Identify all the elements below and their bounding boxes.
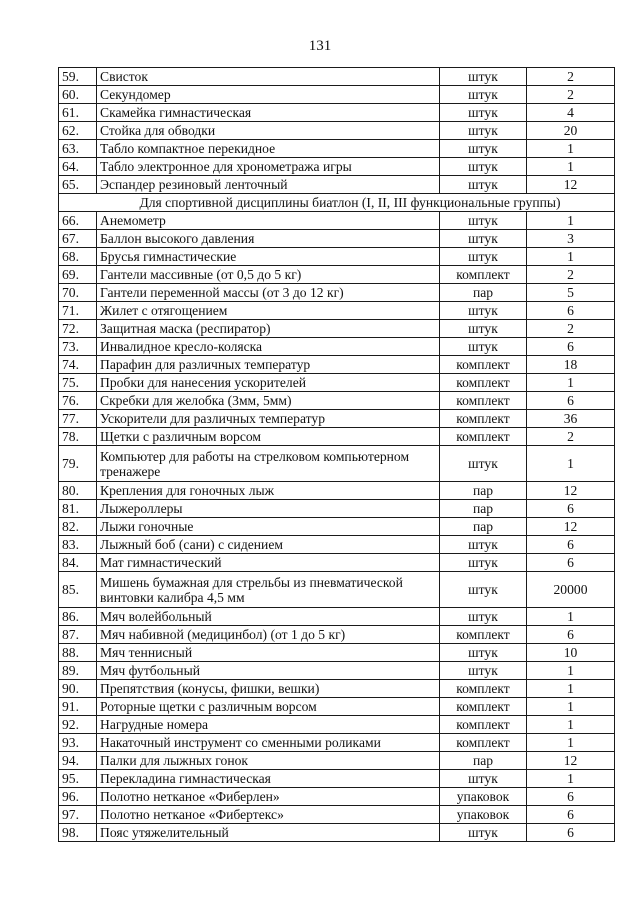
- item-number: 82.: [59, 518, 97, 536]
- item-unit: пар: [440, 500, 527, 518]
- item-name: Роторные щетки с различным ворсом: [97, 698, 440, 716]
- item-quantity: 12: [527, 482, 615, 500]
- item-number: 80.: [59, 482, 97, 500]
- item-quantity: 2: [527, 86, 615, 104]
- table-row: [59, 716, 615, 734]
- item-unit: штук: [440, 122, 527, 140]
- item-name: Пробки для нанесения ускорителей: [97, 374, 440, 392]
- item-unit: комплект: [440, 356, 527, 374]
- item-number: 76.: [59, 392, 97, 410]
- item-number: 88.: [59, 644, 97, 662]
- item-unit: штук: [440, 770, 527, 788]
- item-name: Анемометр: [97, 212, 440, 230]
- item-name: Крепления для гоночных лыж: [97, 482, 440, 500]
- table-row: [59, 86, 615, 104]
- item-number: 78.: [59, 428, 97, 446]
- item-number: 59.: [59, 68, 97, 86]
- item-number: 92.: [59, 716, 97, 734]
- table-row: [59, 248, 615, 266]
- table-row: [59, 824, 615, 842]
- item-number: 85.: [59, 572, 97, 608]
- item-unit: комплект: [440, 374, 527, 392]
- item-name: Гантели массивные (от 0,5 до 5 кг): [97, 266, 440, 284]
- item-number: 66.: [59, 212, 97, 230]
- item-name: Лыжный боб (сани) с сидением: [97, 536, 440, 554]
- item-number: 84.: [59, 554, 97, 572]
- item-quantity: 2: [527, 428, 615, 446]
- item-quantity: 1: [527, 662, 615, 680]
- item-quantity: 6: [527, 788, 615, 806]
- table-row: [59, 302, 615, 320]
- item-number: 89.: [59, 662, 97, 680]
- item-name: Гантели переменной массы (от 3 до 12 кг): [97, 284, 440, 302]
- item-quantity: 6: [527, 824, 615, 842]
- item-quantity: 4: [527, 104, 615, 122]
- item-name: Стойка для обводки: [97, 122, 440, 140]
- item-number: 94.: [59, 752, 97, 770]
- table-row: [59, 284, 615, 302]
- table-row: [59, 554, 615, 572]
- item-name: Мишень бумажная для стрельбы из пневматической винтовки калибра 4,5 мм: [97, 572, 440, 608]
- item-name: Ускорители для различных температур: [97, 410, 440, 428]
- section-row: [59, 194, 615, 212]
- item-number: 97.: [59, 806, 97, 824]
- item-number: 73.: [59, 338, 97, 356]
- table-row: [59, 770, 615, 788]
- item-quantity: 1: [527, 680, 615, 698]
- table-row: [59, 698, 615, 716]
- table-row: [59, 68, 615, 86]
- item-unit: штук: [440, 536, 527, 554]
- item-quantity: 10: [527, 644, 615, 662]
- item-quantity: 2: [527, 266, 615, 284]
- item-name: Накаточный инструмент со сменными роликами: [97, 734, 440, 752]
- item-unit: штук: [440, 662, 527, 680]
- item-name: Щетки с различным ворсом: [97, 428, 440, 446]
- item-number: 87.: [59, 626, 97, 644]
- item-unit: комплект: [440, 716, 527, 734]
- item-quantity: 1: [527, 158, 615, 176]
- item-number: 64.: [59, 158, 97, 176]
- item-quantity: 12: [527, 176, 615, 194]
- item-quantity: 6: [527, 536, 615, 554]
- table-row: [59, 608, 615, 626]
- item-quantity: 1: [527, 608, 615, 626]
- item-number: 96.: [59, 788, 97, 806]
- item-number: 79.: [59, 446, 97, 482]
- item-quantity: 36: [527, 410, 615, 428]
- item-unit: штук: [440, 608, 527, 626]
- item-quantity: 20: [527, 122, 615, 140]
- item-number: 61.: [59, 104, 97, 122]
- table-row: [59, 428, 615, 446]
- table-row: [59, 140, 615, 158]
- item-quantity: 1: [527, 446, 615, 482]
- item-unit: комплект: [440, 410, 527, 428]
- item-quantity: 1: [527, 698, 615, 716]
- table-row: [59, 374, 615, 392]
- item-number: 65.: [59, 176, 97, 194]
- item-number: 81.: [59, 500, 97, 518]
- item-quantity: 6: [527, 338, 615, 356]
- table-row: [59, 536, 615, 554]
- item-name: Мяч набивной (медицинбол) (от 1 до 5 кг): [97, 626, 440, 644]
- item-unit: штук: [440, 230, 527, 248]
- item-number: 69.: [59, 266, 97, 284]
- item-unit: штук: [440, 824, 527, 842]
- item-unit: штук: [440, 248, 527, 266]
- item-quantity: 6: [527, 626, 615, 644]
- table-row: [59, 266, 615, 284]
- item-name: Скребки для желобка (3мм, 5мм): [97, 392, 440, 410]
- item-number: 63.: [59, 140, 97, 158]
- item-name: Полотно нетканое «Фиберлен»: [97, 788, 440, 806]
- item-quantity: 18: [527, 356, 615, 374]
- table-row: [59, 338, 615, 356]
- item-name: Пояс утяжелительный: [97, 824, 440, 842]
- item-quantity: 20000: [527, 572, 615, 608]
- item-number: 90.: [59, 680, 97, 698]
- item-quantity: 1: [527, 248, 615, 266]
- item-name: Перекладина гимнастическая: [97, 770, 440, 788]
- item-unit: штук: [440, 140, 527, 158]
- item-number: 83.: [59, 536, 97, 554]
- item-unit: штук: [440, 644, 527, 662]
- item-name: Баллон высокого давления: [97, 230, 440, 248]
- item-unit: комплект: [440, 734, 527, 752]
- item-quantity: 1: [527, 140, 615, 158]
- item-number: 74.: [59, 356, 97, 374]
- item-unit: штук: [440, 446, 527, 482]
- item-number: 98.: [59, 824, 97, 842]
- item-unit: штук: [440, 158, 527, 176]
- item-name: Лыжероллеры: [97, 500, 440, 518]
- item-name: Лыжи гоночные: [97, 518, 440, 536]
- item-number: 75.: [59, 374, 97, 392]
- item-number: 68.: [59, 248, 97, 266]
- item-name: Полотно нетканое «Фибертекс»: [97, 806, 440, 824]
- item-unit: штук: [440, 338, 527, 356]
- item-quantity: 12: [527, 752, 615, 770]
- item-name: Мат гимнастический: [97, 554, 440, 572]
- item-name: Парафин для различных температур: [97, 356, 440, 374]
- item-quantity: 12: [527, 518, 615, 536]
- item-unit: комплект: [440, 266, 527, 284]
- table-row: [59, 500, 615, 518]
- table-row: [59, 482, 615, 500]
- item-number: 71.: [59, 302, 97, 320]
- item-name: Табло электронное для хронометража игры: [97, 158, 440, 176]
- item-name: Табло компактное перекидное: [97, 140, 440, 158]
- table-row: [59, 158, 615, 176]
- item-name: Защитная маска (респиратор): [97, 320, 440, 338]
- table-row: [59, 518, 615, 536]
- item-number: 93.: [59, 734, 97, 752]
- equipment-table-body: [59, 68, 615, 842]
- item-quantity: 2: [527, 320, 615, 338]
- table-row: [59, 212, 615, 230]
- item-quantity: 1: [527, 770, 615, 788]
- item-unit: комплект: [440, 698, 527, 716]
- item-name: Инвалидное кресло-коляска: [97, 338, 440, 356]
- item-unit: упаковок: [440, 788, 527, 806]
- item-name: Брусья гимнастические: [97, 248, 440, 266]
- table-row: [59, 320, 615, 338]
- page-number: 131: [308, 38, 332, 54]
- item-unit: штук: [440, 176, 527, 194]
- item-unit: штук: [440, 554, 527, 572]
- table-row: [59, 572, 615, 608]
- item-name: Свисток: [97, 68, 440, 86]
- item-name: Скамейка гимнастическая: [97, 104, 440, 122]
- item-number: 62.: [59, 122, 97, 140]
- table-row: [59, 626, 615, 644]
- item-number: 60.: [59, 86, 97, 104]
- item-name: Эспандер резиновый ленточный: [97, 176, 440, 194]
- item-unit: пар: [440, 284, 527, 302]
- item-quantity: 6: [527, 500, 615, 518]
- table-row: [59, 788, 615, 806]
- item-name: Секундомер: [97, 86, 440, 104]
- section-heading: Для спортивной дисциплины биатлон (I, II, III функциональные группы): [59, 194, 615, 212]
- item-quantity: 6: [527, 302, 615, 320]
- item-number: 67.: [59, 230, 97, 248]
- table-row: [59, 734, 615, 752]
- item-number: 95.: [59, 770, 97, 788]
- item-number: 77.: [59, 410, 97, 428]
- item-name: Жилет с отягощением: [97, 302, 440, 320]
- item-name: Палки для лыжных гонок: [97, 752, 440, 770]
- item-number: 91.: [59, 698, 97, 716]
- item-unit: пар: [440, 518, 527, 536]
- item-quantity: 6: [527, 806, 615, 824]
- item-unit: комплект: [440, 392, 527, 410]
- table-row: [59, 644, 615, 662]
- item-number: 86.: [59, 608, 97, 626]
- table-row: [59, 104, 615, 122]
- item-quantity: 6: [527, 392, 615, 410]
- item-name: Нагрудные номера: [97, 716, 440, 734]
- item-unit: штук: [440, 320, 527, 338]
- item-name: Компьютер для работы на стрелковом компьютерном тренажере: [97, 446, 440, 482]
- item-unit: комплект: [440, 626, 527, 644]
- item-quantity: 5: [527, 284, 615, 302]
- table-row: [59, 662, 615, 680]
- item-quantity: 2: [527, 68, 615, 86]
- item-quantity: 1: [527, 374, 615, 392]
- equipment-table: [58, 67, 615, 842]
- item-name: Мяч футбольный: [97, 662, 440, 680]
- item-unit: комплект: [440, 680, 527, 698]
- item-quantity: 6: [527, 554, 615, 572]
- item-unit: штук: [440, 572, 527, 608]
- item-unit: штук: [440, 86, 527, 104]
- item-unit: упаковок: [440, 806, 527, 824]
- table-row: [59, 752, 615, 770]
- item-quantity: 1: [527, 734, 615, 752]
- table-row: [59, 356, 615, 374]
- item-number: 72.: [59, 320, 97, 338]
- item-unit: пар: [440, 482, 527, 500]
- table-row: [59, 806, 615, 824]
- item-quantity: 3: [527, 230, 615, 248]
- table-row: [59, 392, 615, 410]
- table-row: [59, 122, 615, 140]
- item-unit: штук: [440, 104, 527, 122]
- table-row: [59, 410, 615, 428]
- item-unit: комплект: [440, 428, 527, 446]
- item-unit: штук: [440, 212, 527, 230]
- table-row: [59, 230, 615, 248]
- item-quantity: 1: [527, 212, 615, 230]
- item-name: Мяч волейбольный: [97, 608, 440, 626]
- item-unit: штук: [440, 302, 527, 320]
- item-name: Препятствия (конусы, фишки, вешки): [97, 680, 440, 698]
- item-number: 70.: [59, 284, 97, 302]
- item-unit: штук: [440, 68, 527, 86]
- item-name: Мяч теннисный: [97, 644, 440, 662]
- table-row: [59, 680, 615, 698]
- table-row: [59, 176, 615, 194]
- item-unit: пар: [440, 752, 527, 770]
- item-quantity: 1: [527, 716, 615, 734]
- table-row: [59, 446, 615, 482]
